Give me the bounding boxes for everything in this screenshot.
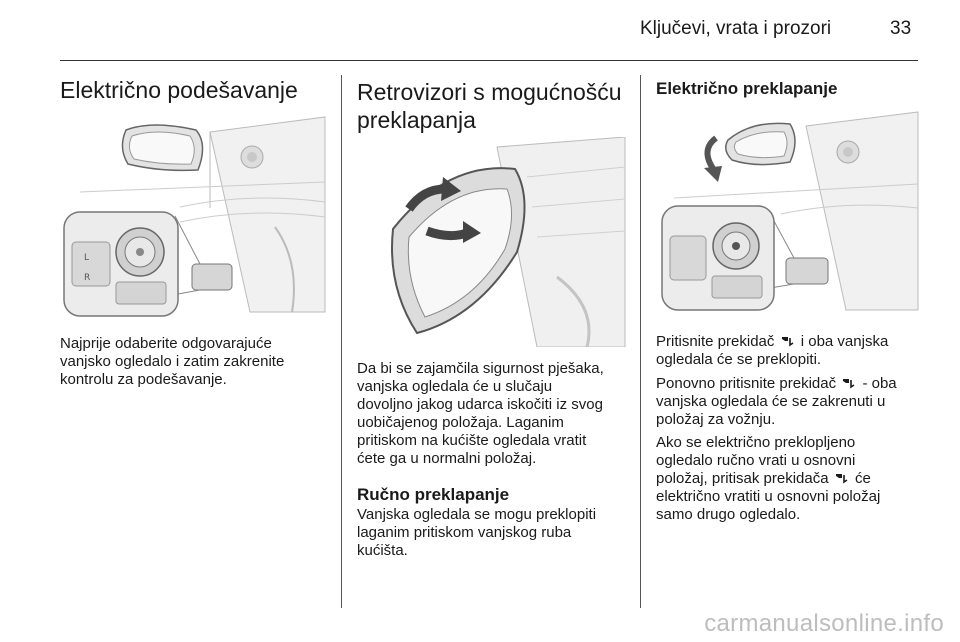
heading-electric-adjustment: Električno podešavanje: [60, 77, 298, 103]
svg-text:R: R: [84, 273, 91, 283]
figure-mirror-fold-manual: [357, 137, 627, 347]
figure-mirror-adjust-control: [60, 112, 330, 330]
header-rule: [60, 60, 918, 61]
paragraph-electric-adjustment: Najprije odaberite odgovarajuće vanjsko ogledalo i zatim zakrenite kontrolu za podešavanje.: [60, 335, 285, 388]
column-divider-right: [640, 75, 641, 608]
mirror-fold-icon: [842, 377, 856, 389]
mirror-fold-icon: [781, 335, 795, 347]
paragraph-press-again: Ponovno pritisnite prekidač - oba vanjska ogledala će se zakrenuti u položaj za vožnju.: [656, 375, 897, 428]
paragraph-manual-folding: Vanjska ogledala se mogu preklopiti laganim pritiskom vanjskog ruba kućišta.: [357, 506, 597, 559]
mirror-fold-icon: [835, 472, 849, 484]
paragraph-press-switch: Pritisnite prekidač i oba vanjska ogledala će se preklopiti.: [656, 333, 889, 368]
figure-mirror-fold-electric: [656, 110, 920, 318]
running-header-title: Ključevi, vrata i prozori: [640, 18, 832, 39]
heading-electric-folding: Električno preklapanje: [656, 79, 838, 98]
page-number: 33: [890, 18, 912, 39]
paragraph-pedestrian-safety: Da bi se zajamčila sigurnost pješaka, vanjska ogledala će u slučaju dovoljno jakog udarca iskočiti iz svog uobičajenog položaja. Laganim pritiskom na kućište ogledala vratit ćete ga u normalni položaj.: [357, 360, 604, 467]
paragraph-manual-return: Ako se električno preklopljeno ogledalo ručno vrati u osnovni položaj, pritisak prekidača će električno vratiti u osnovni položaj samo drugo ogledalo.: [656, 434, 881, 523]
subheading-manual-folding: Ručno preklapanje: [357, 485, 510, 504]
svg-text:L: L: [84, 253, 90, 263]
watermark: carmanualsonline.info: [704, 610, 944, 637]
column-divider-left: [341, 75, 342, 608]
heading-folding-mirrors: Retrovizori s mogućnošću preklapanja: [357, 79, 622, 133]
